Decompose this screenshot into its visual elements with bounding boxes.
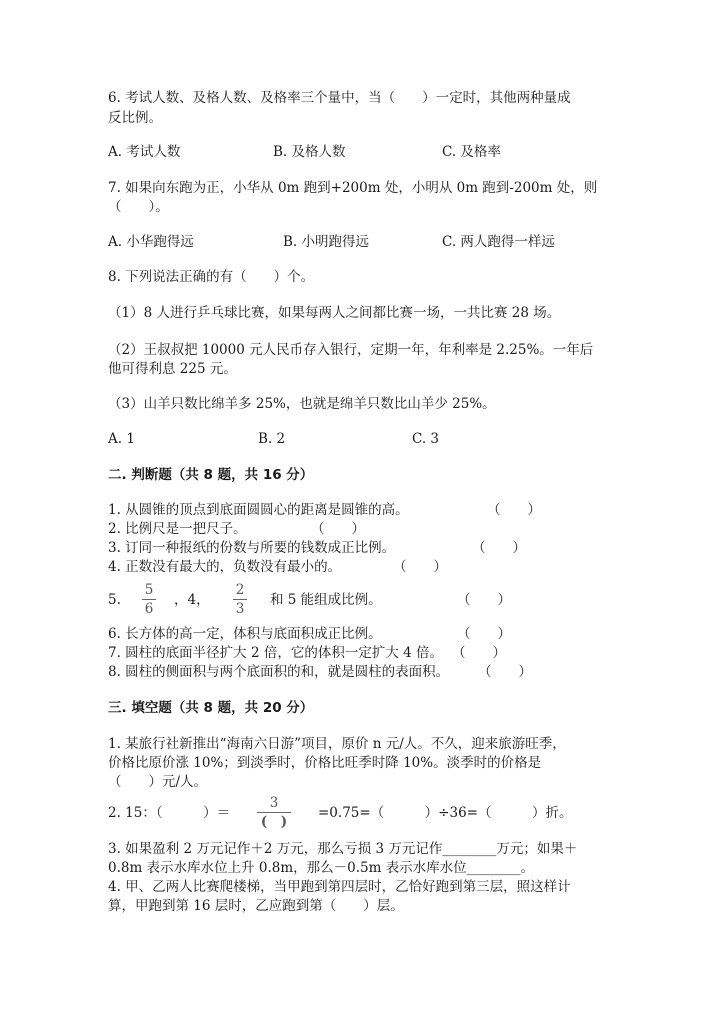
fill-q1-line2: 价格比原价涨 10%；到淡季时，价格比旺季时降 10%。淡季时的价格是	[108, 755, 542, 771]
q8-statement-2b: 他可得利息 225 元。	[108, 361, 237, 377]
fill-q2-part-b: =0.75=（ ）÷36=（ ）折。	[318, 805, 573, 821]
judge-item-4-blank[interactable]: （ ）	[393, 559, 447, 575]
q6-line1: 6. 考试人数、及格人数、及格率三个量中，当（ ）一定时，其他两种量成	[108, 90, 571, 106]
fill-q1-line1: 1. 某旅行社新推出“海南六日游”项目，原价 n 元/人。不久，迎来旅游旺季，	[108, 736, 566, 752]
judge-item-1: 1. 从圆锥的顶点到底面圆圆心的距离是圆锥的高。	[108, 502, 409, 518]
q8-line1: 8. 下列说法正确的有（ ）个。	[108, 269, 315, 285]
fraction-numerator: 2	[235, 582, 245, 598]
judge-item-7: 7. 圆柱的底面半径扩大 2 倍，它的体积一定扩大 4 倍。	[108, 645, 444, 661]
q7-option-a: A. 小华跑得远	[108, 234, 194, 250]
fill-q4-line2: 算，甲跑到第 16 层时，乙应跑到第（ ）层。	[108, 898, 404, 914]
q7-option-b: B. 小明跑得远	[283, 234, 370, 250]
judge-item-5-text: 和 5 能组成比例。	[270, 592, 382, 608]
judge-item-2-blank[interactable]: （ ）	[311, 521, 365, 537]
q8-option-c: C. 3	[412, 431, 440, 447]
fill-q4-line1: 4. 甲、乙两人比赛爬楼梯，当甲跑到第四层时，乙恰好跑到第三层，照这样计	[108, 879, 571, 895]
fill-q3-line1: 3. 如果盈利 2 万元记作＋2 万元，那么亏损 3 万元记作________万元；如果＋	[108, 841, 578, 857]
q7-option-c: C. 两人跑得一样远	[442, 234, 555, 250]
judge-item-5-blank[interactable]: （ ）	[457, 592, 511, 608]
q6-option-b: B. 及格人数	[273, 144, 346, 160]
judge-item-3-blank[interactable]: （ ）	[472, 540, 526, 556]
q6-line2: 反比例。	[108, 110, 162, 126]
judge-item-7-blank[interactable]: （ ）	[452, 645, 506, 661]
judge-item-5-number: 5.	[108, 592, 121, 608]
judge-item-1-blank[interactable]: （ ）	[487, 502, 541, 518]
fraction-two-thirds	[233, 582, 247, 617]
judge-item-6: 6. 长方体的高一定，体积与底面积成正比例。	[108, 626, 382, 642]
fraction-three-over-blank	[257, 795, 291, 830]
q7-line1: 7. 如果向东跑为正，小华从 0m 跑到+200m 处，小明从 0m 跑到-200m 处，则	[108, 180, 598, 196]
judge-item-5-separator: ，4，	[174, 592, 210, 608]
q8-option-a: A. 1	[108, 431, 135, 447]
fraction-denominator[interactable]: ( )	[260, 814, 288, 830]
section-2-title: 二. 判断题（共 8 题，共 16 分）	[108, 467, 314, 483]
fraction-denominator: 6	[144, 601, 154, 617]
fill-q3-line2: 0.8m 表示水库水位上升 0.8m，那么－0.5m 表示水库水位________。	[108, 860, 535, 876]
judge-item-4: 4. 正数没有最大的，负数没有最小的。	[108, 559, 342, 575]
judge-item-6-blank[interactable]: （ ）	[457, 626, 511, 642]
q8-statement-3: （3）山羊只数比绵羊多 25%，也就是绵羊只数比山羊少 25%。	[108, 396, 496, 412]
q8-statement-2a: （2）王叔叔把 10000 元人民币存入银行，定期一年，年利率是 2.25%。一年后	[108, 342, 594, 358]
q6-option-a: A. 考试人数	[108, 144, 181, 160]
fraction-five-sixths	[142, 582, 156, 617]
q8-statement-1: （1）8 人进行乒乓球比赛，如果每两人之间都比赛一场，一共比赛 28 场。	[108, 305, 561, 321]
q8-option-b: B. 2	[258, 431, 286, 447]
fill-q2-part-a: 2. 15：（ ）＝	[108, 805, 231, 821]
q7-line2: （ ）。	[108, 199, 169, 215]
q6-option-c: C. 及格率	[442, 144, 501, 160]
judge-item-2: 2. 比例尺是一把尺子。	[108, 521, 247, 537]
fill-q1-line3: （ ）元/人。	[108, 774, 208, 790]
fraction-numerator: 5	[144, 582, 154, 598]
judge-item-8-blank[interactable]: （ ）	[478, 664, 532, 680]
fraction-denominator: 3	[235, 601, 245, 617]
fraction-numerator: 3	[269, 795, 279, 811]
judge-item-8: 8. 圆柱的侧面积与两个底面积的和，就是圆柱的表面积。	[108, 664, 450, 680]
judge-item-3: 3. 订同一种报纸的份数与所要的钱数成正比例。	[108, 540, 396, 556]
section-3-title: 三. 填空题（共 8 题，共 20 分）	[108, 700, 314, 716]
